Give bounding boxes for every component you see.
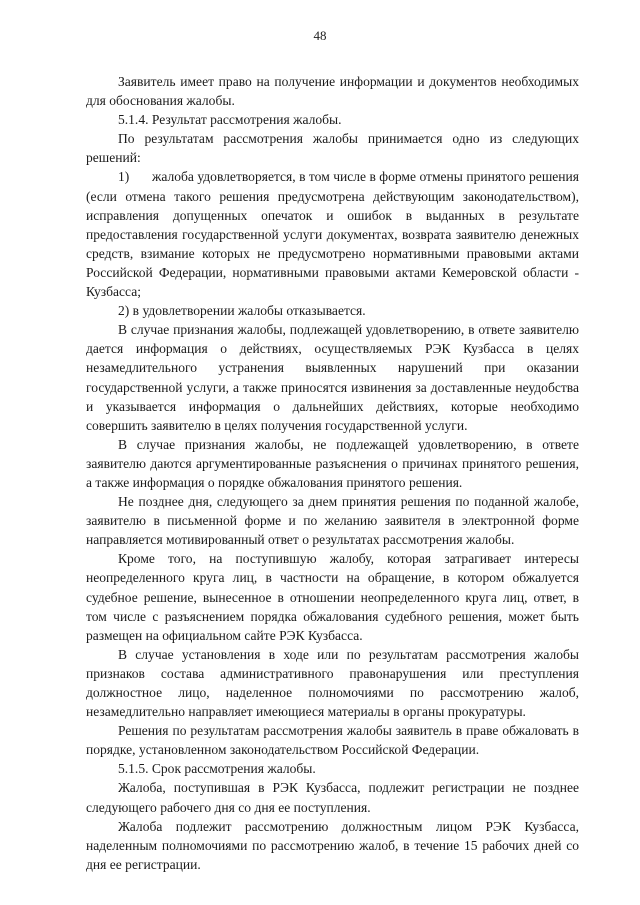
paragraph: Жалоба, поступившая в РЭК Кузбасса, подлежит регистрации не позднее следующего рабочего дня со дня ее поступления. [86, 780, 579, 815]
list-marker: 1) [118, 169, 130, 185]
paragraph: В случае признания жалобы, не подлежащей удовлетворению, в ответе заявителю даются аргументированные разъяснения о причинах принятого решения, а также информация о порядке обжалования принятого решения. [86, 436, 579, 490]
paragraph: В случае установления в ходе или по результатам рассмотрения жалобы признаков состава административного правонарушения или преступления должностное лицо, наделенное полномочиями по рассмотрению жалоб, незамедлительно направляет имеющиеся материалы в органы прокуратуры. [86, 646, 579, 720]
document-body [86, 72, 579, 874]
paragraph: В случае признания жалобы, подлежащей удовлетворению, в ответе заявителю дается информация о действиях, осуществляемых РЭК Кузбасса в целях незамедлительного устранения выявленных нарушений при оказании государственной услуги, а также приносятся извинения за доставленные неудобства и указывается информация о дальнейших действиях, которые необходимо совершить заявителю в целях получения государственной услуги. [86, 322, 579, 433]
paragraph: Заявитель имеет право на получение информации и документов необходимых для обоснования жалобы. [86, 74, 579, 109]
section-heading-5-1-4: 5.1.4. Результат рассмотрения жалобы. [118, 112, 342, 128]
section-heading-5-1-5: 5.1.5. Срок рассмотрения жалобы. [118, 761, 316, 777]
paragraph: По результатам рассмотрения жалобы принимается одно из следующих решений: [86, 131, 579, 166]
list-item-1 [86, 167, 579, 301]
page-number: 48 [313, 28, 327, 43]
paragraph: Не позднее дня, следующего за днем принятия решения по поданной жалобе, заявителю в письменной форме и по желанию заявителя в электронной форме направляется мотивированный ответ о результатах рассмотрения жалобы. [86, 494, 579, 548]
paragraph: Решения по результатам рассмотрения жалобы заявитель в праве обжаловать в порядке, установленном законодательством Российской Федерации. [86, 723, 579, 758]
list-item-2: 2) в удовлетворении жалобы отказывается. [118, 303, 366, 319]
paragraph: Кроме того, на поступившую жалобу, которая затрагивает интересы неопределенного круга лиц, в частности на обращение, в котором обжалуется судебное решение, вынесенное в отношении неопределенного круга лиц, ответ, в том числе с разъяснением порядка обжалования судебного решения, может быть размещен на официальном сайте РЭК Кузбасса. [86, 551, 579, 643]
list-item-text: жалоба удовлетворяется, в том числе в форме отмены принятого решения (если отмена такого решения предусмотрена действующим законодательством), исправления допущенных опечаток и ошибок в выданных в результате предоставления государственной услуги документах, возврата заявителю денежных средств, взимание которых не предусмотрено нормативными правовыми актами Российской Федерации, нормативными правовыми актами Кемеровской области - Кузбасса; [86, 169, 579, 300]
paragraph: Жалоба подлежит рассмотрению должностным лицом РЭК Кузбасса, наделенным полномочиями по рассмотрению жалоб, в течение 15 рабочих дней со дня ее регистрации. [86, 818, 579, 872]
